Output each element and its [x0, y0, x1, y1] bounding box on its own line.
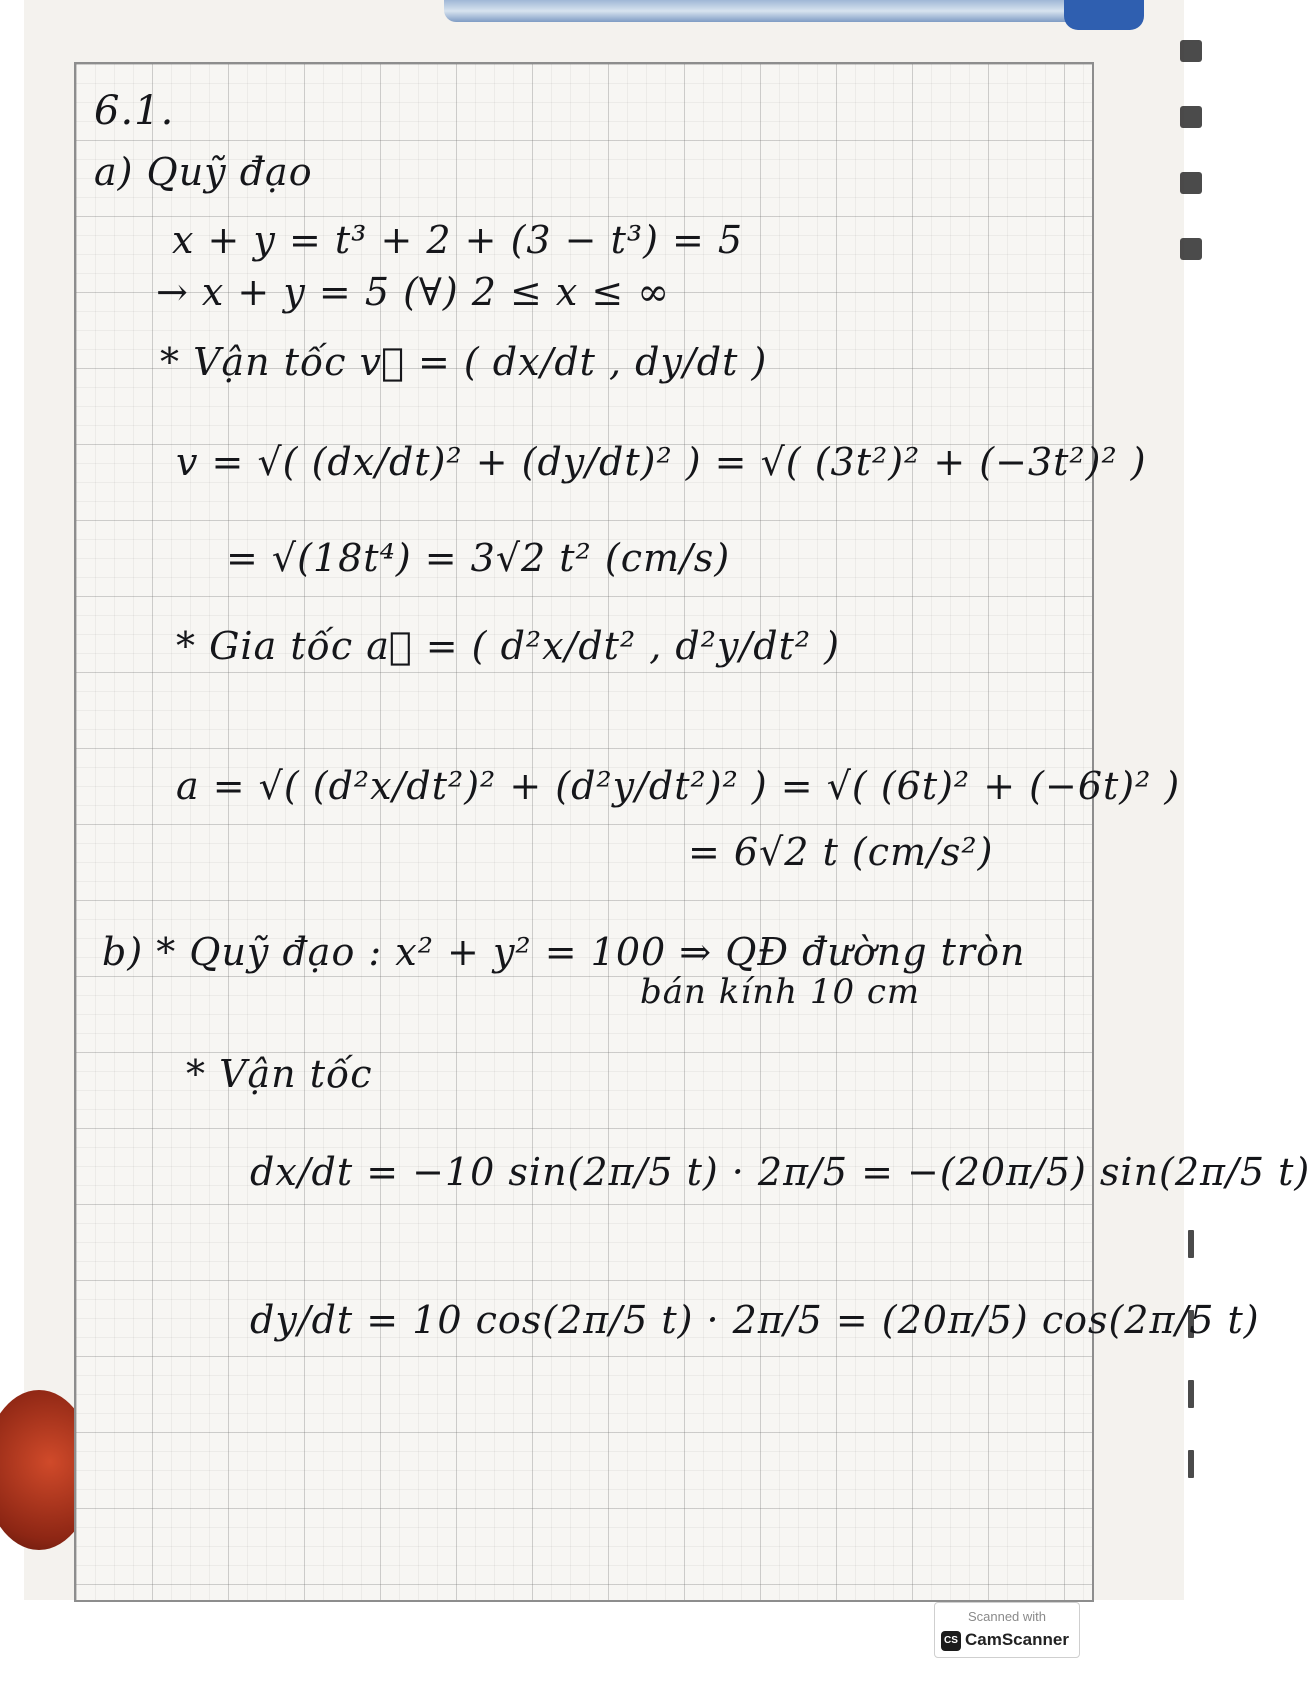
margin-mark	[1180, 172, 1202, 194]
margin-mark	[1188, 1380, 1194, 1408]
pen-top-edge	[444, 0, 1144, 22]
margin-mark	[1180, 106, 1202, 128]
badge-caption: Scanned with	[967, 1609, 1047, 1624]
margin-mark	[1188, 1450, 1194, 1478]
part-a-heading: a) Quỹ đạo	[94, 150, 313, 194]
camscanner-logo-icon: CS	[941, 1631, 961, 1651]
margin-mark	[1180, 238, 1202, 260]
part-b-dy-line: dy/dt = 10 cos(2π/5 t) · 2π/5 = (20π/5) cos(2π/5 t)	[250, 1298, 1260, 1342]
margin-marks	[1174, 40, 1214, 1580]
margin-mark	[1188, 1230, 1194, 1258]
pen-cap	[1064, 0, 1144, 30]
badge-brand: CamScanner	[965, 1630, 1069, 1649]
part-b-heading: b) * Quỹ đạo : x² + y² = 100 ⇒ QĐ đường tròn	[102, 930, 1026, 974]
problem-number: 6.1.	[94, 88, 175, 134]
margin-mark	[1180, 40, 1202, 62]
camscanner-badge	[934, 1602, 1080, 1658]
part-a-line-6: * Gia tốc a⃗ = ( d²x/dt² , d²y/dt² )	[176, 624, 840, 668]
part-a-line-4: v = √( (dx/dt)² + (dy/dt)² ) = √( (3t²)² + (−3t²)² )	[176, 440, 1147, 484]
part-b-dx-line: dx/dt = −10 sin(2π/5 t) · 2π/5 = −(20π/5) sin(2π/5 t)	[250, 1150, 1310, 1194]
part-a-line-2: → x + y = 5 (∀) 2 ≤ x ≤ ∞	[156, 270, 670, 314]
part-a-line-7: a = √( (d²x/dt²)² + (d²y/dt²)² ) = √( (6t)² + (−6t)² )	[176, 764, 1181, 808]
part-b-radius-note: bán kính 10 cm	[640, 972, 921, 1012]
part-a-line-8: = 6√2 t (cm/s²)	[688, 830, 994, 874]
part-a-line-3: * Vận tốc v⃗ = ( dx/dt , dy/dt )	[160, 340, 768, 384]
part-a-line-1: x + y = t³ + 2 + (3 − t³) = 5	[172, 218, 744, 262]
part-b-velocity-heading: * Vận tốc	[186, 1052, 373, 1096]
part-a-line-5: = √(18t⁴) = 3√2 t² (cm/s)	[226, 536, 731, 580]
